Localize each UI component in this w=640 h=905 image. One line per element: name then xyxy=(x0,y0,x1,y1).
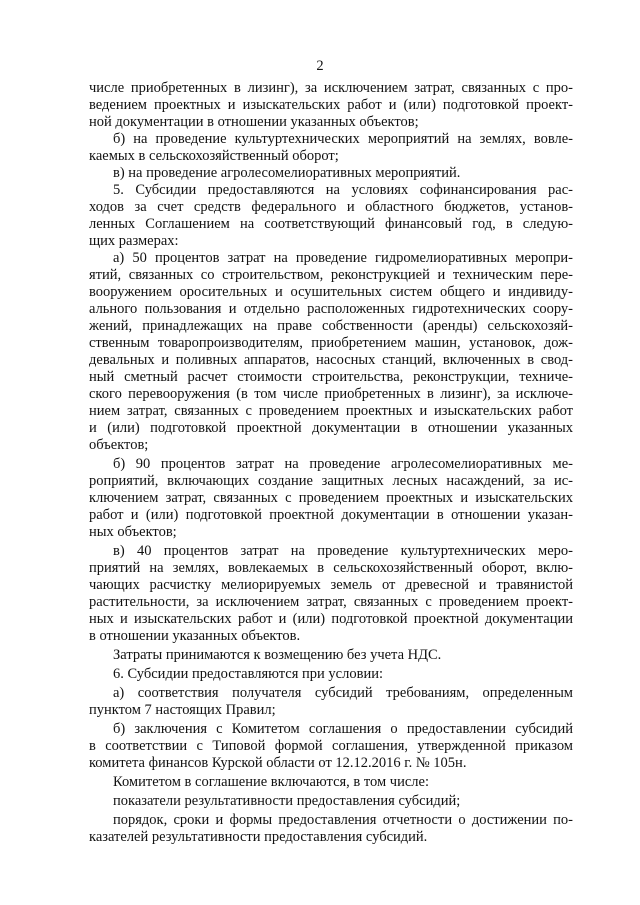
text-line: порядок, сроки и формы предоставления отчетности о достижении по- xyxy=(113,812,573,828)
text-line: щих размерах: xyxy=(89,233,179,249)
text-line: девальных и поливных аппаратов, насосных станций, включенных в свод- xyxy=(89,352,573,368)
text-line: приятий на землях, вовлекаемых в сельскохозяйственный оборот, вклю- xyxy=(89,560,573,576)
text-line: в соответствии с Типовой формой соглашения, утвержденной приказом xyxy=(89,738,573,754)
text-line: ной документации в отношении указанных объектов; xyxy=(89,114,419,130)
text-line: ственным товаропроизводителям, приобретением машин, установок, дож- xyxy=(89,335,573,351)
text-line: роприятий, включающих создание защитных лесных насаждений, за ис- xyxy=(89,473,573,489)
text-line: числе приобретенных в лизинг), за исключением затрат, связанных с про- xyxy=(89,80,573,96)
text-line: ленных Соглашением на соответствующий финансовый год, в следую- xyxy=(89,216,573,232)
text-line: ных объектов; xyxy=(89,524,177,540)
text-line: Затраты принимаются к возмещению без учета НДС. xyxy=(113,647,442,663)
text-line: объектов; xyxy=(89,437,149,453)
text-line: 5. Субсидии предоставляются на условиях софинансирования рас- xyxy=(113,182,573,198)
text-line: б) на проведение культуртехнических мероприятий на землях, вовле- xyxy=(113,131,573,147)
text-line: в) на проведение агролесомелиоративных мероприятий. xyxy=(113,165,461,181)
text-line: в) 40 процентов затрат на проведение культуртехнических меро- xyxy=(113,543,573,559)
text-line: ального пользования и отдельно расположенных гидротехнических соору- xyxy=(89,301,573,317)
text-line: ского перевооружения (в том числе приобретенных в лизинг), за исключе- xyxy=(89,386,573,402)
text-line: ятий, связанных со строительством, реконструкцией и техническим пере- xyxy=(89,267,573,283)
text-line: в отношении указанных объектов. xyxy=(89,628,301,644)
text-line: б) заключения с Комитетом соглашения о предоставлении субсидий xyxy=(113,721,573,737)
text-line: ведением проектных и изыскательских работ и (или) подготовкой проект- xyxy=(89,97,573,113)
text-line: растительности, за исключением затрат, связанных с проведением проект- xyxy=(89,594,573,610)
text-line: работ и (или) подготовкой проектной документации в отношении указан- xyxy=(89,507,573,523)
text-line: 6. Субсидии предоставляются при условии: xyxy=(113,666,383,682)
text-line: и (или) подготовкой проектной документации в отношении указанных xyxy=(89,420,573,436)
text-line: ный сметный расчет стоимости строительства, реконструкции, техниче- xyxy=(89,369,573,385)
text-line: Комитетом в соглашение включаются, в том числе: xyxy=(113,774,429,790)
text-line: ных и изыскательских работ и (или) подготовкой проектной документации xyxy=(89,611,573,627)
text-line: а) соответствия получателя субсидий требованиям, определенным xyxy=(113,685,573,701)
text-line: жений, принадлежащих на праве собственности (аренды) сельскохозяй- xyxy=(89,318,573,334)
text-line: б) 90 процентов затрат на проведение агролесомелиоративных ме- xyxy=(113,456,573,472)
text-line: ходов за счет средств федерального и областного бюджетов, установ- xyxy=(89,199,573,215)
text-line: показатели результативности предоставления субсидий; xyxy=(113,793,461,809)
text-line: а) 50 процентов затрат на проведение гидромелиоративных меропри- xyxy=(113,250,573,266)
text-line: вооружением оросительных и осушительных систем общего и индивиду- xyxy=(89,284,573,300)
text-line: казателей результативности предоставления субсидий. xyxy=(89,829,428,845)
text-line: чающих расчистку мелиорируемых земель от древесной и травянистой xyxy=(89,577,573,593)
text-line: пунктом 7 настоящих Правил; xyxy=(89,702,276,718)
text-line: нием затрат, связанных с проведением проектных и изыскательских работ xyxy=(89,403,573,419)
text-line: ключением затрат, связанных с проведением проектных и изыскательских xyxy=(89,490,573,506)
text-line: каемых в сельскохозяйственный оборот; xyxy=(89,148,339,164)
page-number: 2 xyxy=(316,58,324,74)
text-line: комитета финансов Курской области от 12.12.2016 г. № 105н. xyxy=(89,755,467,771)
